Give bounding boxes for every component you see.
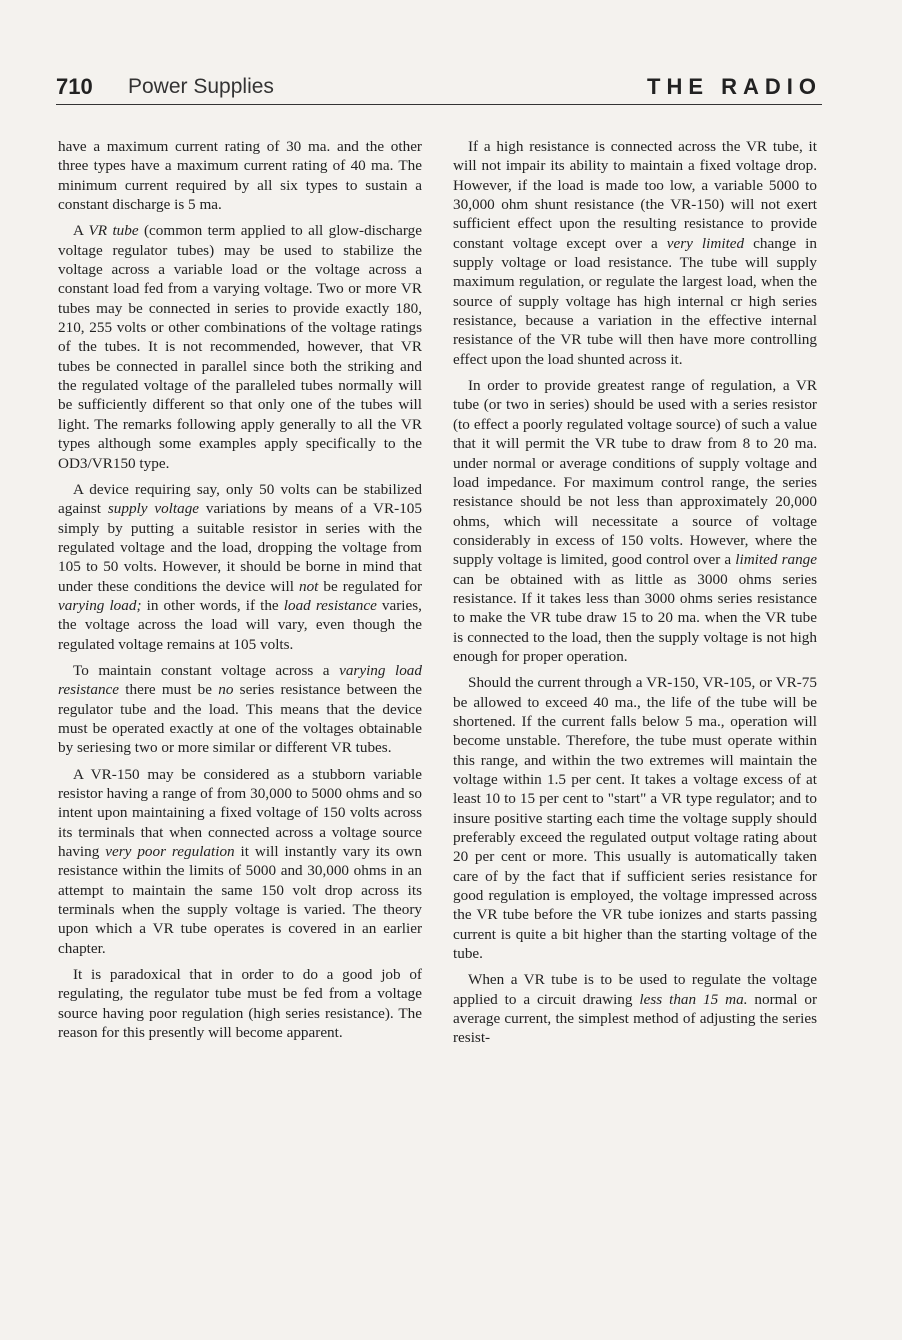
paragraph: When a VR tube is to be used to regulate the voltage applied to a circuit drawing less than 15 ma. normal or average current, the simplest method of adjusting the series resist-	[453, 971, 818, 1047]
right-column	[453, 137, 817, 1048]
paragraph: If a high resistance is connected across the VR tube, it will not impair its ability to maintain a fixed voltage drop. However, if the load is made too low, a variable 5000 to 30,000 ohm shunt resistance (the VR-150) will not exert sufficient effect upon the resulting resistance to provide constant voltage except over a very limited change in supply voltage or load resistance. The tube will supply maximum regulation, or regulate the largest load, when the source of supply voltage has high internal cr high series resistance, because a variation in the effective internal resistance of the VR tube will then have more controlling effect upon the load shunted across it.	[453, 138, 817, 368]
left-column	[58, 137, 422, 1042]
paragraph: Should the current through a VR-150, VR-105, or VR-75 be allowed to exceed 40 ma., the life of the tube will be shortened. If the current falls below 5 ma., operation will become unstable. Therefore, the tube must operate within this range, and within the two extremes will maintain the voltage within 1.5 per cent. It takes a voltage excess of at least 10 to 15 per cent to "start" a VR type regulator; and to insure positive starting each time the voltage supply should preferably exceed the regulated output voltage rating about 20 per cent or more. This usually is automatically taken care of by the fact that if sufficient series resistance for good regulation is employed, the voltage impressed across the VR tube before the VR tube ionizes and starts passing current is quite a bit higher than the starting voltage of the tube.	[453, 674, 817, 963]
paragraph: A device requiring say, only 50 volts can be stabilized against supply voltage variations by means of a VR-105 simply by putting a suitable resistor in series with the regulated voltage and the load, dropping the voltage from 105 to 50 volts. However, it should be borne in mind that under these conditions the device will not be regulated for varying load; in other words, if the load resistance varies, the voltage across the load will vary, even though the regulated voltage remains at 105 volts.	[58, 480, 423, 653]
book-title: THE RADIO	[647, 74, 822, 99]
paragraph: It is paradoxical that in order to do a good job of regulating, the regulator tube must be fed from a voltage source having poor regulation (high series resistance). The reason for this presently will become apparent.	[58, 966, 422, 1042]
page-number: 710	[56, 74, 93, 99]
paragraph: A VR tube (common term applied to all glow-discharge voltage regulator tubes) may be used to stabilize the voltage across a variable load or the voltage across a constant load fed from a varying voltage. Two or more VR tubes may be connected in series to provide exactly 180, 210, 255 volts or other combinations of the voltage ratings of the tubes. It is not recommended, however, that VR tubes be connected in parallel since both the striking and the regulated voltage of the paralleled tubes normally will be sufficiently different so that only one of the tubes will light. The remarks following apply generally to all the VR types although some examples apply specifically to the OD3/VR150 type.	[58, 222, 422, 472]
header-rule	[56, 104, 822, 105]
running-header	[56, 74, 822, 104]
paragraph: have a maximum current rating of 30 ma. and the other three types have a maximum current rating of 40 ma. The minimum current required by all six types to sustain a constant discharge is 5 ma.	[58, 138, 422, 214]
paragraph: In order to provide greatest range of regulation, a VR tube (or two in series) should be used with a series resistor (to effect a poorly regulated voltage source) of such a value that it will permit the VR tube to draw from 8 to 20 ma. under normal or average conditions of supply voltage and load impedance. For maximum control range, the series resistance should be not less than approximately 20,000 ohms, which will necessitate a source of voltage considerably in excess of 150 volts. However, where the supply voltage is limited, good control over a limited range can be obtained with as little as 3000 ohms series resistance. If it takes less than 3000 ohms series resistance to make the VR tube draw 15 to 20 ma. when the VR tube is connected to the load, then the supply voltage is not high enough for proper operation.	[453, 377, 818, 665]
section-title: Power Supplies	[128, 75, 274, 98]
paragraph: To maintain constant voltage across a varying load resistance there must be no series resistance between the regulator tube and the load. This means that the device must be operated exactly at one of the voltages obtainable by seriesing two or more similar or different VR tubes.	[58, 661, 422, 757]
paragraph: A VR-150 may be considered as a stubborn variable resistor having a range of from 30,000 to 5000 ohms and so intent upon maintaining a fixed voltage of 150 volts across its terminals that when connected across a voltage source having very poor regulation it will instantly vary its own resistance within the limits of 5000 and 30,000 ohms in an attempt to maintain the same 150 volt drop across its terminals when the supply voltage is varied. The theory upon which a VR tube operates is covered in an earlier chapter.	[58, 765, 422, 957]
